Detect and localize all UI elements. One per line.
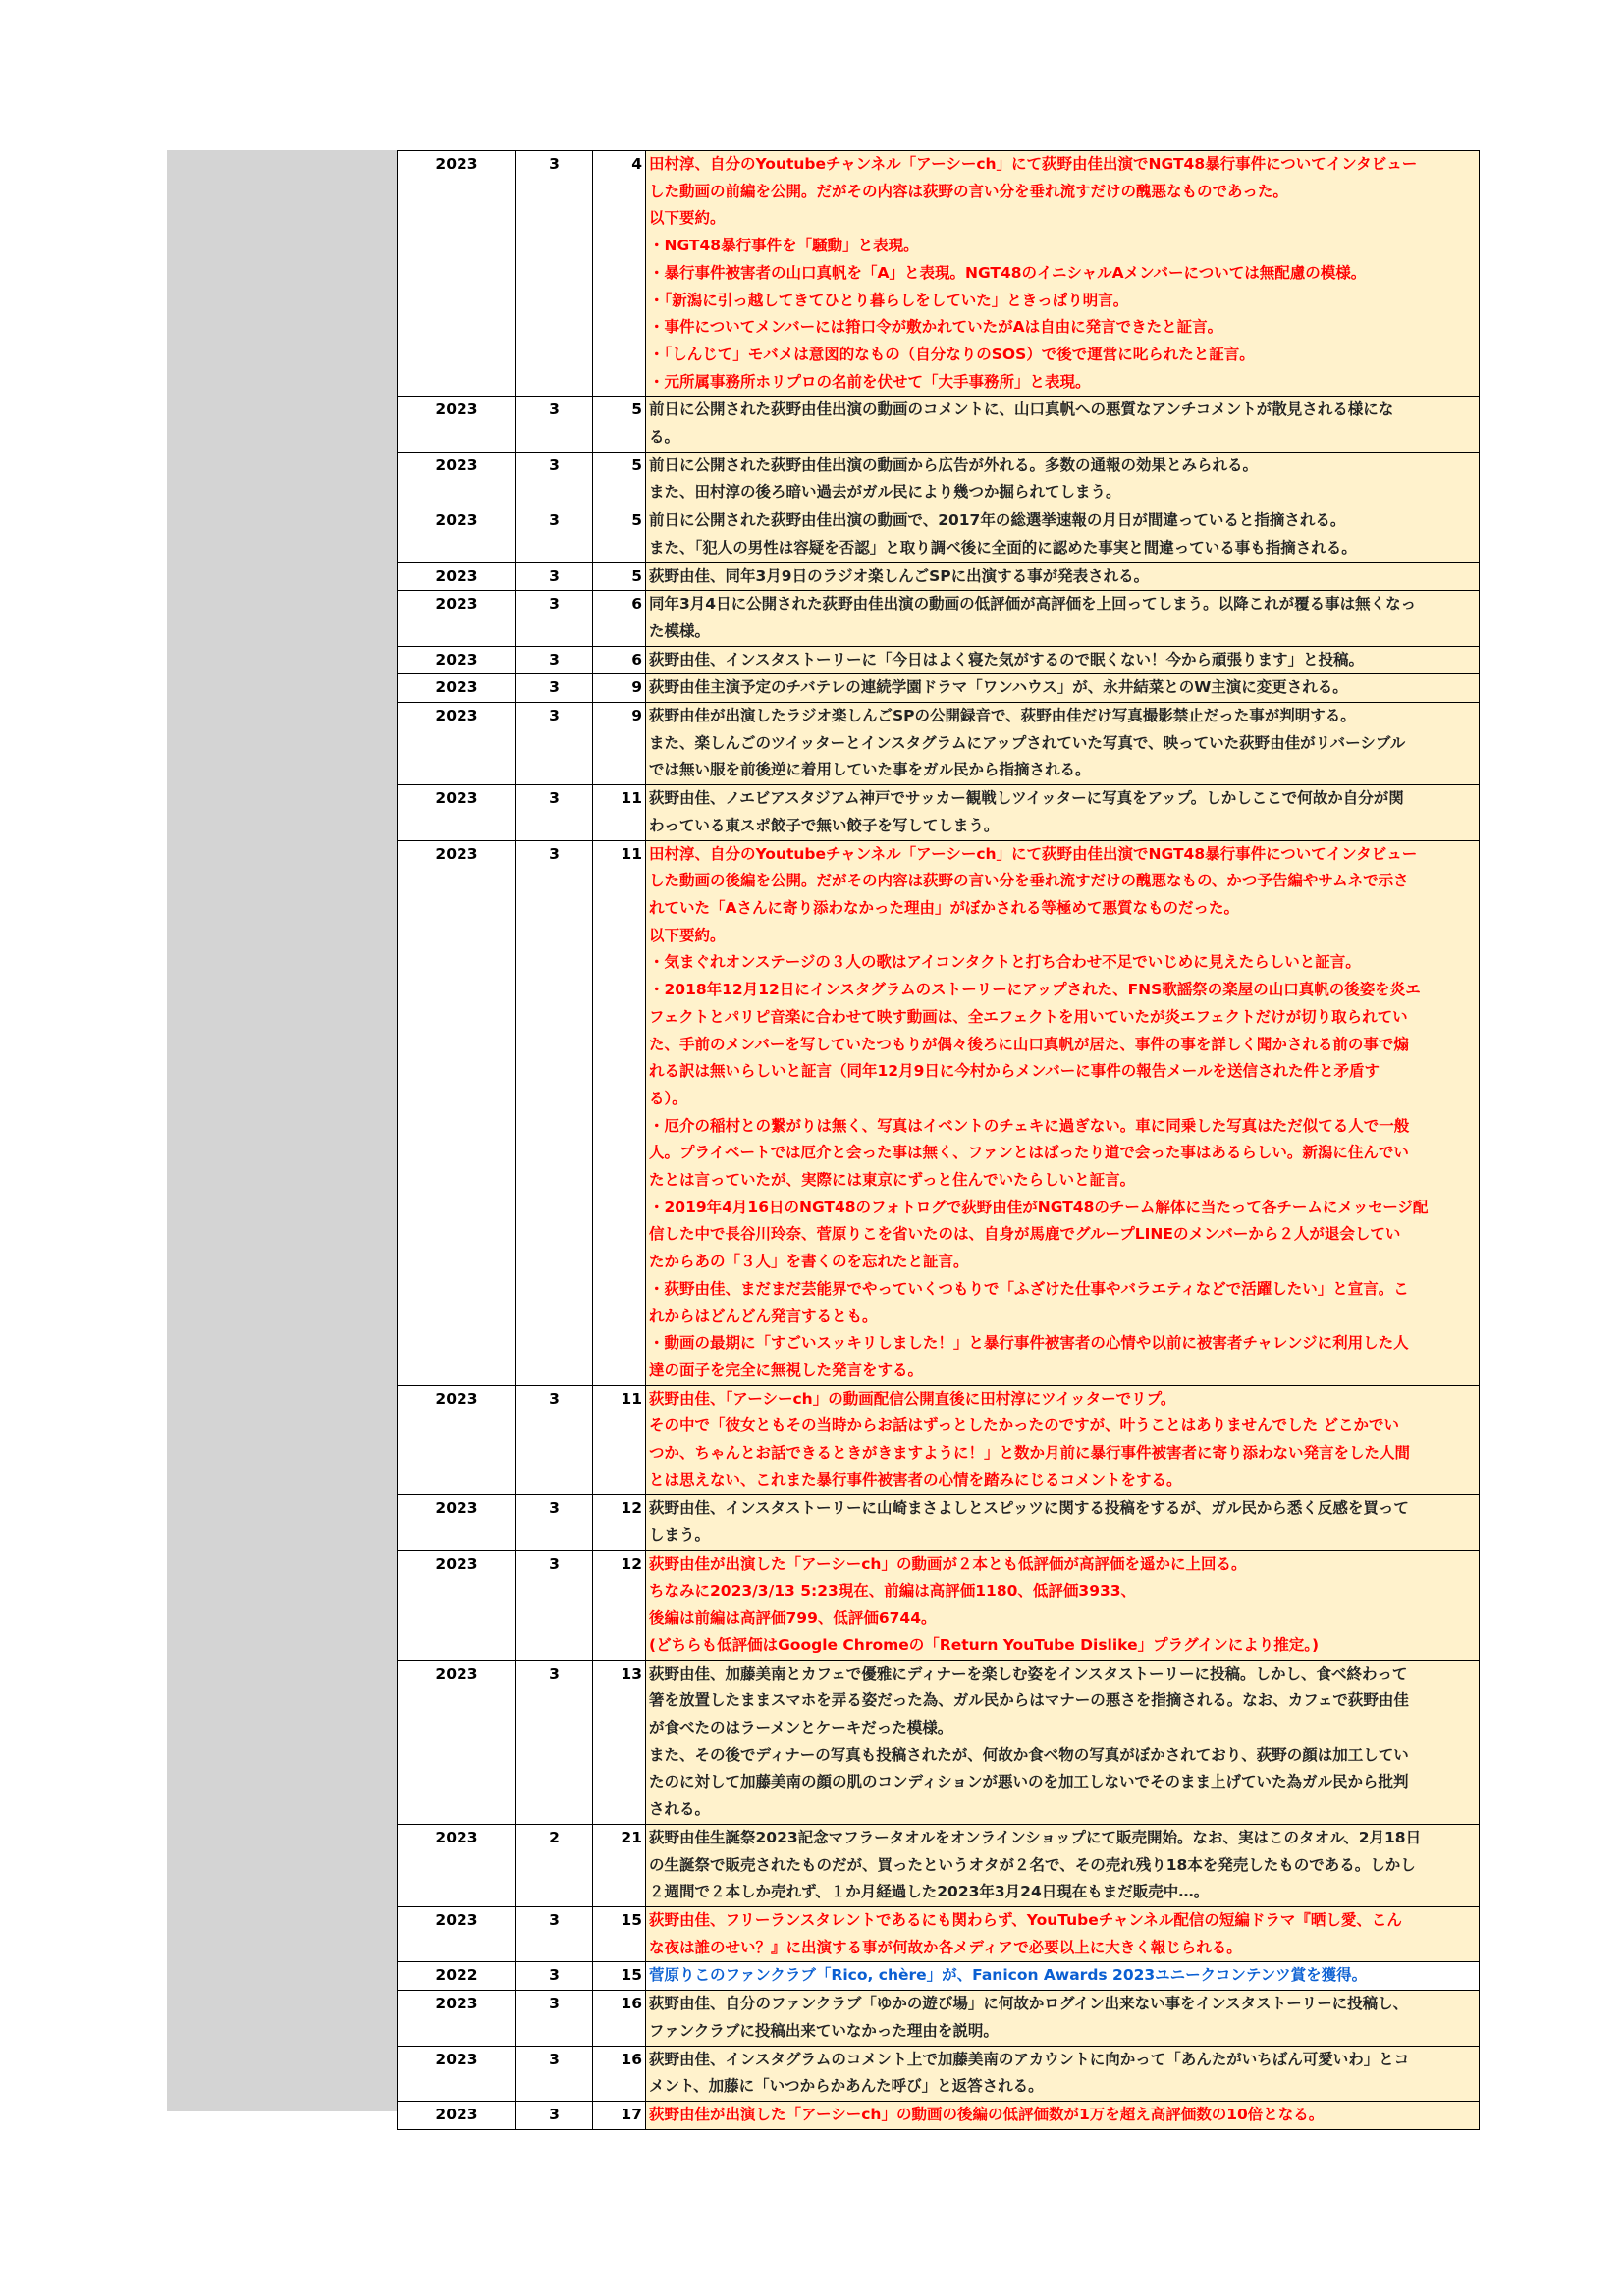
- day-cell: 5: [593, 507, 646, 562]
- event-cell: [646, 1962, 1480, 1991]
- day-cell: 6: [593, 591, 646, 646]
- event-text-line: 菅原りこのファンクラブ「Rico, chère」が、Fanicon Awards 2023ユニークコンテンツ賞を獲得。: [649, 1966, 1368, 1985]
- table-row: [398, 1495, 1480, 1550]
- table-row: [398, 2046, 1480, 2101]
- event-text-line: ・NGT48暴行事件を「騒動」と表現。: [649, 237, 919, 255]
- year-cell: 2023: [398, 591, 516, 646]
- year-cell: 2023: [398, 452, 516, 507]
- day-cell: 9: [593, 703, 646, 785]
- month-cell: 3: [516, 507, 593, 562]
- year-cell: 2023: [398, 2046, 516, 2101]
- day-cell: 11: [593, 840, 646, 1385]
- month-cell: 2: [516, 1824, 593, 1906]
- event-text-line: その中で「彼女ともその当時からお話はずっとしたかったのですが、叶うことはありませんでした どこかでい: [649, 1416, 1399, 1435]
- event-cell: [646, 1660, 1480, 1824]
- month-cell: 3: [516, 591, 593, 646]
- event-text-line: また、田村淳の後ろ暗い過去がガル民により幾つか掘られてしまう。: [649, 483, 1121, 502]
- table-row: [398, 703, 1480, 785]
- event-text-line: ファンクラブに投稿出来ていなかった理由を説明。: [649, 2021, 999, 2040]
- event-text-line: ・元所属事務所ホリプロの名前を伏せて「大手事務所」と表現。: [649, 372, 1091, 391]
- event-text-line: 荻野由佳が出演した「アーシーch」の動画の後編の低評価数が1万を超え高評価数の10倍となる。: [649, 2105, 1325, 2123]
- event-text-line: また、「犯人の男性は容疑を否認」と取り調べ後に全面的に認めた事実と間違っている事も指摘される。: [649, 538, 1357, 557]
- event-text-line: では無い服を前後逆に着用していた事をガル民から指摘される。: [649, 761, 1091, 779]
- table-row: [398, 785, 1480, 840]
- event-text-line: 荻野由佳、フリーランスタレントであるにも関わらず、YouTubeチャンネル配信の短編ドラマ『晒し愛、こん: [649, 1911, 1402, 1929]
- event-text-line: たからあの「３人」を書くのを忘れたと証言。: [649, 1253, 969, 1271]
- table-row: [398, 1385, 1480, 1495]
- event-text-line: た、手前のメンバーを写していたつもりが偶々後ろに山口真帆が居た、事件の事を詳しく聞かされる前の事で煽: [649, 1035, 1409, 1053]
- month-cell: 3: [516, 1385, 593, 1495]
- event-cell: [646, 1907, 1480, 1962]
- year-cell: 2022: [398, 1962, 516, 1991]
- event-cell: [646, 507, 1480, 562]
- event-cell: [646, 703, 1480, 785]
- day-cell: 16: [593, 1991, 646, 2046]
- event-text-line: 達の面子を完全に無視した発言をする。: [649, 1361, 924, 1379]
- event-text-line: 田村淳、自分のYoutubeチャンネル「アーシーch」にて荻野由佳出演でNGT48暴行事件についてインタビュー: [649, 155, 1418, 173]
- month-cell: 3: [516, 785, 593, 840]
- day-cell: 13: [593, 1660, 646, 1824]
- event-cell: [646, 1495, 1480, 1550]
- year-cell: 2023: [398, 507, 516, 562]
- day-cell: 11: [593, 1385, 646, 1495]
- event-text-line: ・暴行事件被害者の山口真帆を「A」と表現。NGT48のイニシャルAメンバーについては無配慮の模様。: [649, 263, 1367, 282]
- month-cell: 3: [516, 2101, 593, 2129]
- event-text-line: る）。: [649, 1089, 687, 1107]
- event-cell: [646, 1385, 1480, 1495]
- event-text-line: 荻野由佳、自分のファンクラブ「ゆかの遊び場」に何故かログイン出来ない事をインスタストーリーに投稿し、: [649, 1995, 1409, 2013]
- table-row: [398, 1824, 1480, 1906]
- month-cell: 3: [516, 2046, 593, 2101]
- event-text-line: れていた「Aさんに寄り添わなかった理由」がぼかされる等極めて悪質なものだった。: [649, 898, 1239, 917]
- day-cell: 17: [593, 2101, 646, 2129]
- month-cell: 3: [516, 840, 593, 1385]
- timeline-body: [398, 151, 1480, 2130]
- event-text-line: つか、ちゃんとお話できるときがきますように！」と数か月前に暴行事件被害者に寄り添わない発言をした人間: [649, 1444, 1411, 1463]
- event-text-line: ・動画の最期に「すごいスッキリしました！」と暴行事件被害者の心情や以前に被害者チャレンジに利用した人: [649, 1334, 1409, 1353]
- event-text-line: 荻野由佳生誕祭2023記念マフラータオルをオンラインショップにて販売開始。なお、実はこのタオル、2月18日: [649, 1828, 1422, 1846]
- month-cell: 3: [516, 562, 593, 591]
- month-cell: 3: [516, 1550, 593, 1660]
- event-cell: [646, 674, 1480, 703]
- event-text-line: ・厄介の稲村との繋がりは無く、写真はイベントのチェキに過ぎない。車に同乗した写真はただ似てる人で一般: [649, 1116, 1410, 1135]
- event-text-line: 荻野由佳、インスタグラムのコメント上で加藤美南のアカウントに向かって「あんたがいちばん可愛いわ」とコ: [649, 2050, 1410, 2068]
- event-text-line: ２週間で２本しか売れず、１か月経過した2023年3月24日現在もまだ販売中…。: [649, 1883, 1210, 1901]
- event-text-line: る。: [649, 428, 680, 447]
- event-text-line: しまう。: [649, 1526, 711, 1545]
- day-cell: 5: [593, 452, 646, 507]
- table-row: [398, 1991, 1480, 2046]
- table-row: [398, 2101, 1480, 2129]
- day-cell: 4: [593, 151, 646, 397]
- event-cell: [646, 1824, 1480, 1906]
- year-cell: 2023: [398, 2101, 516, 2129]
- event-text-line: ちなみに2023/3/13 5:23現在、前編は高評価1180、低評価3933、: [649, 1581, 1137, 1600]
- event-text-line: ・「しんじて」モバメは意図的なもの（自分なりのSOS）で後で運営に叱られたと証言。: [649, 345, 1255, 363]
- year-cell: 2023: [398, 1385, 516, 1495]
- event-text-line: 信した中で長谷川玲奈、菅原りこを省いたのは、自身が馬鹿でグループLINEのメンバーから２人が退会してい: [649, 1225, 1401, 1244]
- event-text-line: 後編は前編は高評価799、低評価6744。: [649, 1609, 937, 1628]
- event-text-line: ・事件についてメンバーには箝口令が敷かれていたがAは自由に発言できたと証言。: [649, 318, 1223, 337]
- event-cell: [646, 785, 1480, 840]
- event-cell: [646, 2046, 1480, 2101]
- event-cell: [646, 646, 1480, 674]
- event-text-line: たとは言っていたが、実際には東京にずっと住んでいたらしいと証言。: [649, 1171, 1136, 1190]
- event-text-line: た模様。: [649, 621, 711, 640]
- table-row: [398, 397, 1480, 452]
- year-cell: 2023: [398, 397, 516, 452]
- month-cell: 3: [516, 452, 593, 507]
- event-cell: [646, 562, 1480, 591]
- year-cell: 2023: [398, 562, 516, 591]
- year-cell: 2023: [398, 674, 516, 703]
- event-cell: [646, 2101, 1480, 2129]
- event-text-line: 田村淳、自分のYoutubeチャンネル「アーシーch」にて荻野由佳出演でNGT48暴行事件についてインタビュー: [649, 844, 1418, 863]
- event-text-line: 同年3月4日に公開された荻野由佳出演の動画の低評価が高評価を上回ってしまう。以降これが覆る事は無くなっ: [649, 595, 1417, 614]
- event-text-line: 荻野由佳が出演したラジオ楽しんごSPの公開録音で、荻野由佳だけ写真撮影禁止だった事が判明する。: [649, 707, 1356, 725]
- event-text-line: ・気まぐれオンステージの３人の歌はアイコンタクトと打ち合わせ不足でいじめに見えたらしいと証言。: [649, 953, 1361, 972]
- event-text-line: また、楽しんごのツイッターとインスタグラムにアップされていた写真で、映っていた荻野由佳がリバーシブル: [649, 733, 1406, 752]
- event-text-line: 荻野由佳、ノエビアスタジアム神戸でサッカー観戦しツイッターに写真をアップ。しかしここで何故か自分が関: [649, 789, 1404, 808]
- event-text-line: が食べたのはラーメンとケーキだった模様。: [649, 1719, 953, 1737]
- event-cell: [646, 840, 1480, 1385]
- year-cell: 2023: [398, 1660, 516, 1824]
- month-cell: 3: [516, 674, 593, 703]
- event-text-line: 荻野由佳が出演した「アーシーch」の動画が２本とも低評価が高評価を遥かに上回る。: [649, 1554, 1247, 1573]
- event-text-line: 以下要約。: [649, 209, 726, 228]
- event-cell: [646, 397, 1480, 452]
- event-text-line: たのに対して加藤美南の顔の肌のコンディションが悪いのを加工しないでそのまま上げていた為ガル民から批判: [649, 1773, 1409, 1791]
- table-row: [398, 452, 1480, 507]
- year-cell: 2023: [398, 703, 516, 785]
- event-cell: [646, 452, 1480, 507]
- event-text-line: (どちらも低評価はGoogle Chromeの「Return YouTube Dislike」プラグインにより推定。): [649, 1635, 1320, 1654]
- year-cell: 2023: [398, 840, 516, 1385]
- event-text-line: 箸を放置したままスマホを弄る姿だった為、ガル民からはマナーの悪さを指摘される。なお、カフェで荻野由佳: [649, 1691, 1409, 1710]
- event-text-line: 人。プライベートでは厄介と会った事は無く、ファンとはばったり道で会った事はあるらしい。新潟に住んでい: [649, 1144, 1409, 1162]
- event-text-line: とは思えない、これまた暴行事件被害者の心情を踏みにじるコメントをする。: [649, 1470, 1182, 1489]
- day-cell: 6: [593, 646, 646, 674]
- year-cell: 2023: [398, 785, 516, 840]
- event-text-line: 前日に公開された荻野由佳出演の動画から広告が外れる。多数の通報の効果とみられる。: [649, 455, 1259, 474]
- day-cell: 9: [593, 674, 646, 703]
- day-cell: 15: [593, 1962, 646, 1991]
- table-row: [398, 674, 1480, 703]
- day-cell: 12: [593, 1550, 646, 1660]
- left-gray-column: [167, 150, 397, 2111]
- year-cell: 2023: [398, 1550, 516, 1660]
- day-cell: 15: [593, 1907, 646, 1962]
- year-cell: 2023: [398, 646, 516, 674]
- month-cell: 3: [516, 1991, 593, 2046]
- event-cell: [646, 151, 1480, 397]
- month-cell: 3: [516, 1907, 593, 1962]
- table-row: [398, 591, 1480, 646]
- month-cell: 3: [516, 397, 593, 452]
- event-text-line: れからはどんどん発言するとも。: [649, 1307, 878, 1325]
- month-cell: 3: [516, 1962, 593, 1991]
- day-cell: 5: [593, 397, 646, 452]
- event-text-line: ・荻野由佳、まだまだ芸能界でやっていくつもりで「ふざけた仕事やバラエティなどで活躍したい」と宣言。こ: [649, 1279, 1409, 1298]
- month-cell: 3: [516, 703, 593, 785]
- event-text-line: 前日に公開された荻野由佳出演の動画のコメントに、山口真帆への悪質なアンチコメントが散見される様にな: [649, 400, 1394, 419]
- table-row: [398, 1962, 1480, 1991]
- year-cell: 2023: [398, 1991, 516, 2046]
- event-text-line: 荻野由佳、同年3月9日のラジオ楽しんごSPに出演する事が発表される。: [649, 566, 1150, 585]
- event-text-line: ・「新潟に引っ越してきてひとり暮らしをしていた」ときっぱり明言。: [649, 291, 1129, 309]
- month-cell: 3: [516, 151, 593, 397]
- event-text-line: 荻野由佳、加藤美南とカフェで優雅にディナーを楽しむ姿をインスタストーリーに投稿。しかし、食べ終わって: [649, 1664, 1408, 1682]
- table-row: [398, 562, 1480, 591]
- month-cell: 3: [516, 646, 593, 674]
- table-row: [398, 507, 1480, 562]
- event-text-line: 荻野由佳、「アーシーch」の動画配信公開直後に田村淳にツイッターでリプ。: [649, 1389, 1176, 1408]
- month-cell: 3: [516, 1660, 593, 1824]
- event-text-line: の生誕祭で販売されたものだが、買ったというオタが２名で、その売れ残り18本を発売したものである。しかし: [649, 1855, 1416, 1874]
- day-cell: 11: [593, 785, 646, 840]
- event-text-line: メント、加藤に「いつからかあんた呼び」と返答される。: [649, 2077, 1044, 2096]
- year-cell: 2023: [398, 1824, 516, 1906]
- event-text-line: した動画の前編を公開。だがその内容は荻野の言い分を垂れ流すだけの醜悪なものであった。: [649, 182, 1288, 200]
- event-text-line: ・2019年4月16日のNGT48のフォトログで荻野由佳がNGT48のチーム解体に当たって各チームにメッセージ配: [649, 1198, 1429, 1216]
- timeline-table: [397, 150, 1480, 2130]
- event-text-line: 以下要約。: [649, 926, 726, 944]
- table-row: [398, 151, 1480, 397]
- event-cell: [646, 1991, 1480, 2046]
- event-cell: [646, 591, 1480, 646]
- event-text-line: な夜は誰のせい？』に出演する事が何故か各メディアで必要以上に大きく報じられる。: [649, 1938, 1242, 1956]
- day-cell: 16: [593, 2046, 646, 2101]
- table-row: [398, 1660, 1480, 1824]
- day-cell: 21: [593, 1824, 646, 1906]
- event-text-line: した動画の後編を公開。だがその内容は荻野の言い分を垂れ流すだけの醜悪なもの、かつ予告編やサムネで示さ: [649, 872, 1409, 890]
- table-row: [398, 646, 1480, 674]
- day-cell: 12: [593, 1495, 646, 1550]
- year-cell: 2023: [398, 1495, 516, 1550]
- event-cell: [646, 1550, 1480, 1660]
- event-text-line: 荻野由佳主演予定のチバテレの連続学園ドラマ「ワンハウス」が、永井結菜とのW主演に変更される。: [649, 678, 1348, 697]
- month-cell: 3: [516, 1495, 593, 1550]
- event-text-line: 荻野由佳、インスタストーリーに山崎まさよしとスピッツに関する投稿をするが、ガル民から悉く反感を買って: [649, 1499, 1409, 1518]
- table-row: [398, 1550, 1480, 1660]
- year-cell: 2023: [398, 1907, 516, 1962]
- event-text-line: ・2018年12月12日にインスタグラムのストーリーにアップされた、FNS歌謡祭の楽屋の山口真帆の後姿を炎エ: [649, 981, 1421, 999]
- event-text-line: 荻野由佳、インスタストーリーに「今日はよく寝た気がするので眠くない！今から頑張ります」と投稿。: [649, 650, 1365, 668]
- table-row: [398, 1907, 1480, 1962]
- event-text-line: わっている東スポ餃子で無い餃子を写してしまう。: [649, 816, 1000, 834]
- year-cell: 2023: [398, 151, 516, 397]
- table-row: [398, 840, 1480, 1385]
- day-cell: 5: [593, 562, 646, 591]
- event-text-line: また、その後でディナーの写真も投稿されたが、何故か食べ物の写真がぼかされており、荻野の顔は加工してい: [649, 1745, 1409, 1764]
- event-text-line: 前日に公開された荻野由佳出演の動画で、2017年の総選挙速報の月日が間違っていると指摘される。: [649, 511, 1346, 530]
- event-text-line: れる訳は無いらしいと証言（同年12月9日に今村からメンバーに事件の報告メールを送信された件と矛盾す: [649, 1062, 1380, 1081]
- event-text-line: フェクトとパリピ音楽に合わせて映す動画は、全エフェクトを用いていたが炎エフェクトだけが切り取られてい: [649, 1007, 1408, 1026]
- event-text-line: される。: [649, 1800, 711, 1819]
